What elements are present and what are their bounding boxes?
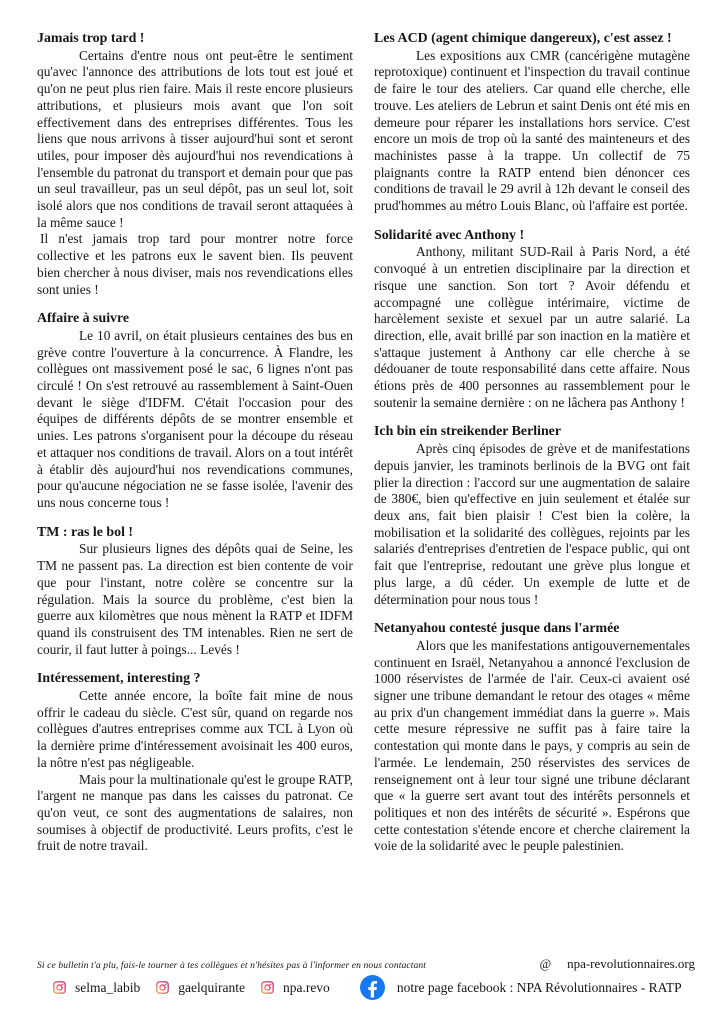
section-streikender-berliner [374,424,690,608]
section-heading: Affaire à suivre [37,311,130,327]
section-paragraph: Il n'est jamais trop tard pour montrer notre force collective et les patrons eux le savent bien. Ils peuvent bien chercher à nous diviser, mais nos revendications elles sont unies ! [37,231,353,297]
section-paragraph: Cette année encore, la boîte fait mine de nous offrir le cadeau du siècle. C'est sûr, quand on regarde nos collègues d'autres entreprises comme aux TCL à Lyon où la dernière prime d'intéressement avoisinait les 400 euros, la nôtre n'est pas négligeable. [37,688,353,770]
left-column [37,31,353,855]
section-jamais-trop-tard [37,31,353,298]
instagram-icon [53,981,66,994]
section-paragraph: Anthony, militant SUD-Rail à Paris Nord, a été convoqué à un entretien disciplinaire par la direction et risque une sanction. Son tort ? Avoir défendu et accompagné une collègue intérimaire, victime de harcèlement sexiste et sexuel par un autre salarié. La direction, elle, avait brillé par son inaction en la matière et s'attaque justement à Anthony car elle cherche à se dédouaner de toute responsabilité dans cette affaire. Nous étions près de 400 personnes au rassemblement pour le soutenir la semaine dernière : on ne lâchera pas Anthony ! [374,244,690,410]
columns-container [37,31,690,855]
share-note: Si ce bulletin t'a plu, fais-le tourner à tes collègues et n'hésites pas à l'informer en nous contactant [37,960,427,971]
section-heading: Ich bin ein streikender Berliner [374,424,562,440]
website-link: npa-revolutionnaires.org [567,956,695,971]
instagram-icon [261,981,274,994]
section-affaire-a-suivre [37,311,353,511]
section-heading: Jamais trop tard ! [37,31,145,46]
section-paragraph: Après cinq épisodes de grève et de manifestations depuis janvier, les traminots berlinois de la BVG ont fait plier la direction : l'accord sur une augmentation de salaire de 380€, bien qu'effective en juin seulement et étalée sur deux ans, fait bien plaisir ! C'est bien la colère, la mobilisation et la solidarité des collègues, rejoints par les salariés d'entreprises d'entretien de l'espace public, qui ont fait que l'entreprise, redoutant une grève plus longue et plus large, a dû céder. Un exemple de lutte et de détermination pour nous tous ! [374,441,690,607]
footer [37,956,695,1000]
section-paragraph: Certains d'entre nous ont peut-être le sentiment qu'avec l'annonce des attributions de lots tout est joué et qu'on ne peut plus rien faire. Mais il reste encore plusieurs attributions, et plusieurs mois avant que l'on soit effectivement dans des entreprises différentes. Tous les liens que nous arrivons à tisser aujourd'hui sont et seront utiles, pour imposer dès aujourd'hui nos revendications à l'ensemble du patronat du transport et demain pour que pas un seul travailleur, pas un seul dépôt, pas un seul lot, soit isolé alors que nos conditions de travail seront attaquées à la même sauce ! [37,47,353,230]
facebook-page-item [360,975,682,1000]
section-tm-ras-le-bol [37,525,353,659]
section-paragraph: Le 10 avril, on était plusieurs centaines des bus en grève contre l'ouverture à la concurrence. À Flandre, les collègues ont massivement posé le sac, 6 lignes n'ont pas circulé ! On s'est retrouvé au rassemblement à Saint-Ouen devant le siège d'IDFM. C'était l'occasion pour des équipes de différents dépôts de se montrer ensemble et unies. Les patrons s'organisent pour la découpe du réseau et attaquer nos conditions de travail. Alors on a tout intérêt à établir dès aujourd'hui nos revendications communes, pour qu'aucune négociation ne se fasse isolée, l'avenir des uns nous concerne tous ! [37,327,353,510]
section-acd [374,31,690,215]
section-heading: TM : ras le bol ! [37,524,134,540]
section-heading: Les ACD (agent chimique dangereux), c'est assez ! [374,31,672,46]
instagram-handle: gaelquirante [178,979,245,995]
instagram-handle-item [156,980,245,996]
section-netanyahou [374,621,690,855]
section-paragraph: Mais pour la multinationale qu'est le groupe RATP, l'argent ne manque pas dans les caisses du patronat. Ce qu'on veut, ce sont des augmentations de salaires, non soumises à objectif de productivité. Leurs profits, c'est le fruit de notre travail. [37,771,353,854]
section-solidarite-anthony [374,228,690,412]
section-paragraph: Sur plusieurs lignes des dépôts quai de Seine, les TM ne passent pas. La direction est bien contente de voir que pour l'instant, notre colère se concentre sur la régulation. Mais la source du problème, c'est bien la guerre aux kilomètres que nous mènent la RATP et IDFM quand ils construisent des TM intenables. Rien ne sert de courir, il faut lutter à poings... Levés ! [37,541,353,657]
section-heading: Netanyahou contesté jusque dans l'armée [374,621,620,637]
instagram-handle-item [53,980,140,996]
section-heading: Intéressement, interesting ? [37,671,201,687]
at-icon: @ [539,957,552,971]
instagram-handle: selma_labib [75,979,141,995]
section-paragraph: Les expositions aux CMR (cancérigène mutagène reprotoxique) continuent et l'inspection du travail continue de faire le tour des ateliers. Car quand elle cherche, elle trouve. Les ateliers de Lebrun et saint Denis ont été mis en demeure pour réparer les installations hors service. C'est encore un mois de trop où la santé des mainteneurs et des machinistes passe à la trappe. Un collectif de 75 plaignants contre la RATP entend bien dénoncer ces conditions de travail le 29 avril à 12h devant le conseil des prud'hommes au métro Louis Blanc, où l'affaire est portée. [374,47,690,214]
footer-contact-row [37,956,695,972]
footer-social-row [37,975,695,1000]
facebook-icon [360,975,385,1000]
instagram-icon [156,981,169,994]
right-column [374,31,690,855]
facebook-page-label: notre page facebook : NPA Révolutionnaires - RATP [396,979,682,995]
section-heading: Solidarité avec Anthony ! [374,227,525,243]
instagram-handle: npa.revo [282,979,330,995]
section-interessement [37,671,353,855]
instagram-handle-item [261,980,330,996]
section-paragraph: Alors que les manifestations antigouvernementales continuent en Israël, Netanyahou a annoncé l'exclusion de 1000 réservistes de l'armée de l'air. Ceux-ci avaient osé signer une tribune demandant le retour des otages « même au prix d'un changement immédiat dans la guerre ». Mais cette mesure répressive ne suffit pas à faire taire la contestation qui monte dans le pays, y compris au sein de l'armée. Le lendemain, 250 réservistes des services de renseignement ont à leur tour signé une tribune déclarant que « la guerre sert avant tout des intérêts personnels et politiques et non des intérêts de sécurité ». Espérons que cette contestation s'étende encore et cherche clairement la voie de la solidarité avec le peuple palestinien. [374,637,690,854]
